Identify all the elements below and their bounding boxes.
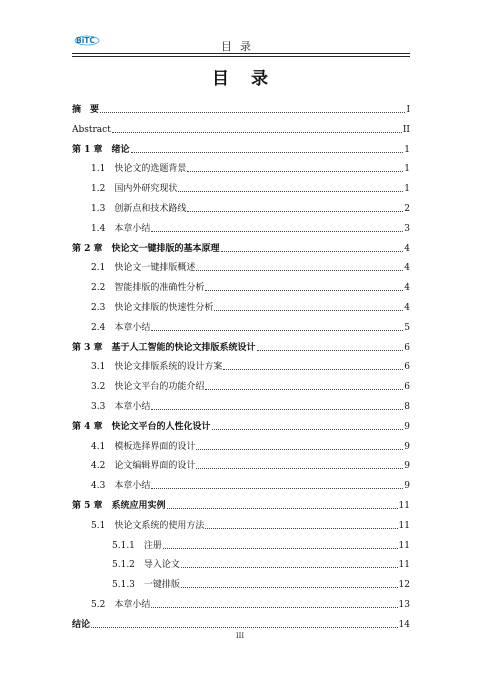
toc-entry-label: 3.1 快论文排版系统的设计方案: [91, 362, 223, 373]
toc-entry-page: 5: [404, 322, 410, 333]
toc-leader-dots: [187, 211, 403, 212]
toc-entry-label: 1.1 快论文的选题背景: [91, 164, 187, 175]
toc-leader-dots: [91, 627, 398, 628]
toc-leader-dots: [205, 528, 397, 529]
toc-leader-dots: [196, 270, 403, 271]
toc-entry-label: 4.1 模板选择界面的设计: [91, 441, 196, 452]
toc-entry[interactable]: [72, 260, 410, 274]
toc-entry-label: 2.4 本章小结: [91, 322, 151, 333]
toc-entry-label: 2.1 快论文一键排版概述: [91, 263, 196, 274]
toc-entry-page: 8: [404, 402, 410, 412]
toc-entry[interactable]: [72, 399, 410, 413]
toc-entry-label: 1.2 国内外研究现状: [91, 184, 178, 195]
toc-entry-page: 9: [404, 481, 410, 492]
toc-entry-page: 2: [404, 204, 410, 214]
toc-entry-label: 2.3 快论文排版的快速性分析: [91, 303, 214, 313]
toc-leader-dots: [100, 112, 405, 113]
toc-entry-page: 6: [404, 362, 410, 373]
toc-entry[interactable]: [72, 102, 410, 116]
toc-entry[interactable]: [72, 617, 410, 631]
toc-entry[interactable]: [72, 439, 410, 453]
toc-leader-dots: [187, 171, 403, 172]
toc-entry-page: 4: [404, 283, 410, 294]
toc-entry[interactable]: [72, 518, 410, 532]
toc-entry-label: 5.1 快论文系统的使用方法: [91, 520, 205, 531]
toc-leader-dots: [167, 508, 398, 509]
toc-leader-dots: [151, 488, 403, 489]
toc-entry-page: 6: [404, 342, 410, 353]
toc-entry[interactable]: [72, 241, 410, 255]
toc-leader-dots: [223, 369, 403, 370]
toc-entry-page: 4: [404, 243, 410, 254]
toc-leader-dots: [205, 389, 403, 390]
toc-entry[interactable]: [72, 557, 410, 571]
toc-entry[interactable]: [72, 142, 410, 156]
toc-entry-page: 14: [398, 619, 410, 630]
toc-leader-dots: [131, 152, 404, 153]
toc-entry[interactable]: [72, 498, 410, 512]
toc-entry-label: 1.4 本章小结: [91, 223, 151, 234]
toc-entry-page: 9: [404, 461, 410, 472]
toc-entry-label: 结论: [72, 619, 91, 630]
toc-entry[interactable]: [72, 419, 410, 433]
toc-entry-label: 5.1.2 导入论文: [112, 560, 180, 571]
header-rule-thick: [72, 53, 410, 54]
toc-entry-page: 11: [398, 501, 410, 511]
toc-leader-dots: [151, 231, 403, 232]
toc-entry[interactable]: [72, 538, 410, 552]
toc-entry-label: 摘 要: [72, 105, 100, 115]
toc-entry[interactable]: [72, 181, 410, 195]
toc-entry-page: 1: [404, 184, 410, 195]
toc-entry[interactable]: [72, 161, 410, 175]
toc-leader-dots: [163, 548, 398, 549]
toc-entry-page: 11: [398, 560, 410, 571]
toc-leader-dots: [221, 251, 404, 252]
toc-entry-page: 11: [398, 540, 410, 551]
toc-entry[interactable]: [72, 478, 410, 492]
toc-entry[interactable]: [72, 340, 410, 354]
toc-entry-page: 12: [398, 580, 410, 591]
toc-entry-label: 5.1.1 注册: [112, 540, 162, 551]
toc-entry-page: II: [402, 124, 410, 135]
toc-entry-label: 5.1.3 一键排版: [112, 580, 180, 591]
toc-entry[interactable]: [72, 458, 410, 472]
toc-leader-dots: [178, 191, 403, 192]
toc-entry-label: 3.2 快论文平台的功能介绍: [91, 382, 205, 393]
toc-entry-label: 第 4 章 快论文平台的人性化设计: [72, 421, 211, 432]
toc-entry-label: Abstract: [72, 124, 111, 135]
toc-entry-label: 3.3 本章小结: [91, 402, 151, 412]
toc-entry-page: I: [406, 105, 410, 115]
toc-entry-label: 1.3 创新点和技术路线: [91, 204, 187, 214]
toc-entry-label: 第 3 章 基于人工智能的快论文排版系统设计: [72, 342, 256, 353]
toc-entry-label: 2.2 智能排版的准确性分析: [91, 283, 205, 294]
toc-entry-label: 第 5 章 系统应用实例: [72, 501, 166, 511]
toc-entry[interactable]: [72, 597, 410, 611]
toc-entry-page: 4: [404, 263, 410, 274]
toc-leader-dots: [214, 310, 403, 311]
toc-entry-page: 11: [398, 520, 410, 531]
toc-entry-page: 9: [404, 421, 410, 432]
toc-leader-dots: [257, 350, 404, 351]
toc-entry-label: 第 1 章 绪论: [72, 144, 130, 155]
header-title: 目录: [221, 40, 259, 53]
logo-text: BiTC: [76, 36, 95, 45]
toc-leader-dots: [205, 290, 403, 291]
toc-leader-dots: [151, 330, 403, 331]
header-rule-thin: [72, 56, 410, 57]
toc-entry-label: 5.2 本章小结: [91, 600, 151, 610]
toc-leader-dots: [212, 429, 404, 430]
toc-entry-page: 9: [404, 441, 410, 452]
toc-entry[interactable]: [72, 359, 410, 373]
toc-leader-dots: [151, 607, 397, 608]
page-title: 目录: [212, 69, 290, 89]
toc-leader-dots: [112, 132, 402, 133]
toc-entry[interactable]: [72, 221, 410, 235]
toc-entry[interactable]: [72, 280, 410, 294]
toc-entry[interactable]: [72, 320, 410, 334]
toc-entry[interactable]: [72, 201, 410, 215]
toc-entry[interactable]: [72, 577, 410, 591]
toc-entry-page: 1: [404, 144, 410, 155]
toc-entry[interactable]: [72, 122, 410, 136]
toc-entry-page: 6: [404, 382, 410, 393]
toc-leader-dots: [151, 409, 403, 410]
toc-leader-dots: [181, 567, 398, 568]
toc-entry-label: 第 2 章 快论文一键排版的基本原理: [72, 243, 220, 254]
toc-entry[interactable]: [72, 379, 410, 393]
toc-leader-dots: [196, 449, 403, 450]
toc-entry-page: 13: [398, 600, 410, 610]
page-number: III: [235, 632, 245, 640]
toc-entry-label: 4.2 论文编辑界面的设计: [91, 461, 196, 472]
toc-leader-dots: [181, 587, 398, 588]
toc-entry[interactable]: [72, 300, 410, 314]
toc-entry-page: 1: [404, 164, 410, 175]
toc-entry-page: 3: [404, 223, 410, 234]
toc-leader-dots: [196, 468, 403, 469]
toc-entry-label: 4.3 本章小结: [91, 481, 151, 492]
toc-entry-page: 4: [404, 303, 410, 313]
